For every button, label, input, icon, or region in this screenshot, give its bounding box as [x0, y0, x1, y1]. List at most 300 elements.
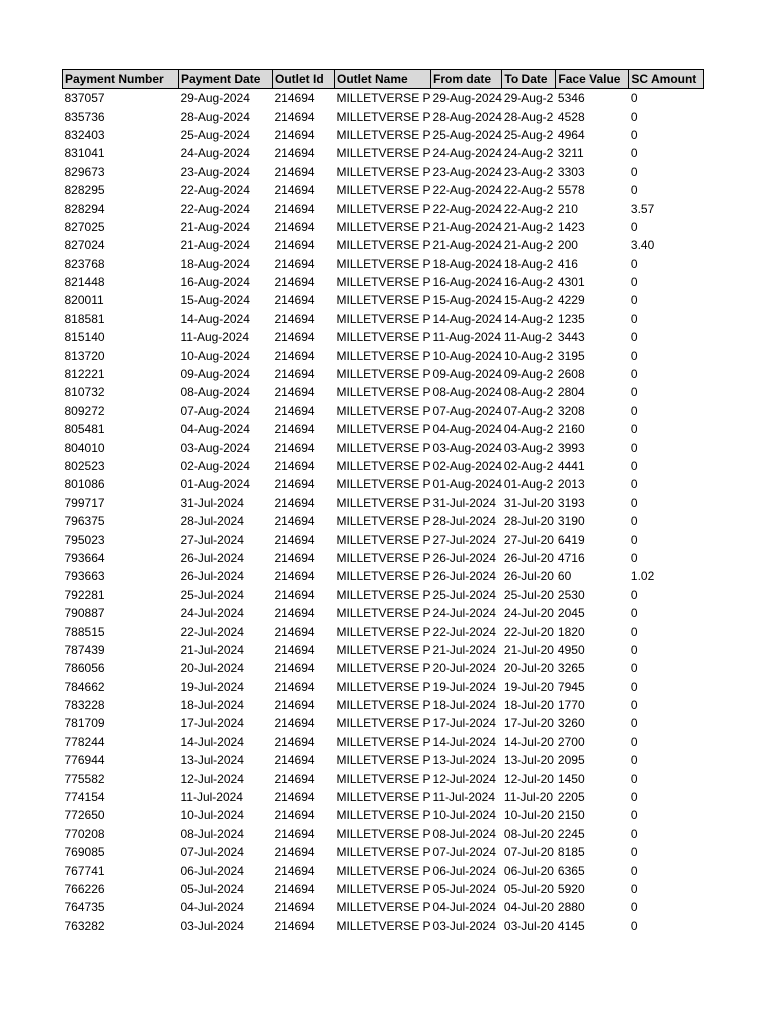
sc-amount-cell: 0 — [630, 348, 638, 363]
outlet-id-cell: 214694 — [274, 459, 315, 473]
to-date-cell: 21-Aug-2 — [503, 219, 554, 234]
outlet-name-cell: MILLETVERSE P — [336, 826, 431, 841]
outlet-id-cell: 214694 — [274, 624, 315, 639]
face-value-cell: 2245 — [557, 826, 585, 841]
table-row — [63, 199, 704, 217]
sc-amount-cell: 0 — [630, 311, 638, 326]
table-row — [63, 383, 704, 401]
outlet-name-cell: MILLETVERSE P — [336, 734, 431, 749]
outlet-name-cell: MILLETVERSE P — [336, 385, 431, 400]
table-row — [63, 236, 704, 254]
payment-date-cell: 28-Aug-2024 — [180, 109, 250, 124]
from-date-cell: 27-Jul-2024 — [432, 532, 496, 547]
from-date-cell: 13-Jul-2024 — [432, 753, 496, 768]
outlet-name-cell: MILLETVERSE P — [336, 771, 431, 786]
to-date-cell: 12-Jul-20 — [503, 771, 554, 786]
face-value-cell: 1450 — [557, 771, 585, 786]
outlet-name-cell: MILLETVERSE P — [336, 183, 431, 198]
payment-date-cell: 18-Jul-2024 — [180, 698, 244, 713]
face-value-cell: 3190 — [557, 514, 585, 529]
payment-number-cell: 793663 — [64, 569, 105, 584]
table-row — [63, 917, 704, 935]
face-value-cell: 8185 — [557, 845, 585, 860]
sc-amount-cell: 0 — [630, 808, 638, 823]
from-date-cell: 24-Aug-2024 — [432, 146, 502, 161]
face-value-cell: 4145 — [557, 918, 585, 933]
from-date-cell: 26-Jul-2024 — [432, 550, 496, 565]
payment-date-cell: 14-Jul-2024 — [180, 734, 244, 749]
payments-table — [62, 69, 704, 935]
payment-date-cell: 07-Jul-2024 — [180, 845, 244, 860]
from-date-cell: 24-Jul-2024 — [432, 606, 496, 621]
table-row — [63, 457, 704, 475]
payment-date-cell: 04-Jul-2024 — [180, 900, 244, 915]
sc-amount-cell: 0 — [630, 477, 638, 492]
sc-amount-cell: 0 — [630, 422, 638, 437]
payment-number-cell: 792281 — [64, 587, 105, 602]
payment-number-cell: 827024 — [64, 238, 105, 253]
sc-amount-cell: 0 — [630, 642, 638, 657]
header-to-date: To Date — [502, 70, 556, 89]
from-date-cell: 21-Aug-2024 — [432, 219, 502, 234]
header-face-value: Face Value — [556, 70, 629, 89]
from-date-cell: 07-Aug-2024 — [432, 403, 502, 418]
outlet-id-cell: 214694 — [274, 440, 315, 455]
from-date-cell: 04-Jul-2024 — [432, 900, 496, 915]
payment-number-cell: 820011 — [64, 293, 104, 308]
outlet-name-cell: MILLETVERSE P — [336, 127, 431, 142]
outlet-name-cell: MILLETVERSE P — [336, 403, 431, 418]
face-value-cell: 2013 — [557, 477, 585, 492]
payment-number-cell: 828294 — [64, 201, 105, 216]
sc-amount-cell: 0 — [630, 495, 638, 510]
table-row — [63, 549, 704, 567]
table-row — [63, 512, 704, 530]
payment-date-cell: 08-Jul-2024 — [180, 826, 244, 841]
outlet-name-cell: MILLETVERSE P — [336, 422, 431, 437]
payment-date-cell: 21-Aug-2024 — [180, 238, 250, 253]
header-from-date: From date — [431, 70, 502, 89]
to-date-cell: 25-Aug-2 — [503, 127, 554, 142]
outlet-id-cell: 214694 — [274, 183, 315, 198]
payment-date-cell: 10-Jul-2024 — [180, 808, 244, 823]
outlet-id-cell: 214694 — [274, 900, 315, 915]
from-date-cell: 14-Jul-2024 — [432, 734, 496, 749]
from-date-cell: 25-Aug-2024 — [432, 127, 502, 142]
sc-amount-cell: 0 — [630, 183, 638, 198]
sc-amount-cell: 0 — [630, 127, 638, 142]
payment-date-cell: 28-Jul-2024 — [180, 514, 244, 529]
to-date-cell: 06-Jul-20 — [503, 863, 554, 878]
from-date-cell: 08-Jul-2024 — [432, 826, 496, 841]
table-row — [63, 126, 704, 144]
to-date-cell: 02-Aug-2 — [503, 459, 554, 473]
outlet-name-cell: MILLETVERSE P — [336, 716, 431, 731]
outlet-name-cell: MILLETVERSE P — [336, 311, 431, 326]
to-date-cell: 10-Jul-20 — [503, 808, 554, 823]
outlet-id-cell: 214694 — [274, 863, 315, 878]
outlet-id-cell: 214694 — [274, 918, 315, 933]
table-row — [63, 586, 704, 604]
header-outlet-id: Outlet Id — [273, 70, 335, 89]
outlet-id-cell: 214694 — [274, 606, 315, 621]
sc-amount-cell: 0 — [630, 587, 638, 602]
sc-amount-cell: 0 — [630, 403, 638, 418]
outlet-id-cell: 214694 — [274, 422, 315, 437]
face-value-cell: 5920 — [557, 881, 585, 896]
spreadsheet — [62, 69, 704, 935]
face-value-cell: 3265 — [557, 661, 585, 676]
header-row — [63, 70, 704, 89]
sc-amount-cell: 0 — [630, 771, 638, 786]
payment-number-cell: 828295 — [64, 183, 105, 198]
payment-date-cell: 22-Aug-2024 — [180, 183, 250, 198]
face-value-cell: 5578 — [557, 183, 585, 198]
payment-number-cell: 831041 — [64, 146, 105, 161]
payment-date-cell: 01-Aug-2024 — [180, 477, 250, 492]
payment-number-cell: 810732 — [64, 385, 105, 400]
payment-date-cell: 26-Jul-2024 — [180, 550, 244, 565]
outlet-id-cell: 214694 — [274, 679, 315, 694]
to-date-cell: 22-Aug-2 — [503, 183, 554, 198]
payment-date-cell: 11-Aug-2024 — [180, 330, 249, 345]
payment-date-cell: 03-Jul-2024 — [180, 918, 244, 933]
from-date-cell: 19-Jul-2024 — [432, 679, 496, 694]
table-row — [63, 273, 704, 291]
sc-amount-cell: 0 — [630, 900, 638, 915]
payment-date-cell: 04-Aug-2024 — [180, 422, 250, 437]
to-date-cell: 07-Jul-20 — [503, 845, 554, 860]
to-date-cell: 14-Jul-20 — [503, 734, 554, 749]
outlet-name-cell: MILLETVERSE P — [336, 679, 431, 694]
face-value-cell: 60 — [557, 569, 572, 584]
outlet-id-cell: 214694 — [274, 127, 315, 142]
table-row — [63, 769, 704, 787]
to-date-cell: 31-Jul-20 — [503, 495, 554, 510]
from-date-cell: 15-Aug-2024 — [432, 293, 502, 308]
outlet-id-cell: 214694 — [274, 734, 315, 749]
to-date-cell: 10-Aug-2 — [503, 348, 554, 363]
sc-amount-cell: 0 — [630, 881, 638, 896]
payment-number-cell: 818581 — [64, 311, 105, 326]
payment-date-cell: 23-Aug-2024 — [180, 164, 250, 179]
outlet-name-cell: MILLETVERSE P — [336, 624, 431, 639]
face-value-cell: 4229 — [557, 293, 585, 308]
table-row — [63, 402, 704, 420]
payment-number-cell: 809272 — [64, 403, 105, 418]
payment-date-cell: 17-Jul-2024 — [180, 716, 244, 731]
payment-date-cell: 22-Aug-2024 — [180, 201, 250, 216]
payment-date-cell: 06-Jul-2024 — [180, 863, 244, 878]
outlet-id-cell: 214694 — [274, 238, 315, 253]
outlet-id-cell: 214694 — [274, 569, 315, 584]
table-row — [63, 89, 704, 108]
outlet-id-cell: 214694 — [274, 790, 315, 805]
table-row — [63, 806, 704, 824]
table-row — [63, 604, 704, 622]
sc-amount-cell: 0 — [630, 293, 638, 308]
payment-number-cell: 776944 — [64, 753, 105, 768]
sc-amount-cell: 3.40 — [630, 238, 655, 253]
sc-amount-cell: 0 — [630, 532, 638, 547]
to-date-cell: 19-Jul-20 — [503, 679, 554, 694]
from-date-cell: 10-Aug-2024 — [432, 348, 502, 363]
outlet-name-cell: MILLETVERSE P — [336, 569, 431, 584]
outlet-id-cell: 214694 — [274, 109, 315, 124]
payment-number-cell: 772650 — [64, 808, 105, 823]
payment-number-cell: 788515 — [64, 624, 105, 639]
sc-amount-cell: 0 — [630, 514, 638, 529]
outlet-id-cell: 214694 — [274, 219, 315, 234]
header-outlet-name: Outlet Name — [335, 70, 431, 89]
sc-amount-cell: 0 — [630, 109, 638, 124]
from-date-cell: 26-Jul-2024 — [432, 569, 496, 584]
payment-number-cell: 802523 — [64, 459, 105, 473]
to-date-cell: 24-Jul-20 — [503, 606, 554, 621]
face-value-cell: 1235 — [557, 311, 585, 326]
outlet-id-cell: 214694 — [274, 514, 315, 529]
from-date-cell: 22-Aug-2024 — [432, 201, 502, 216]
outlet-id-cell: 214694 — [274, 403, 315, 418]
table-row — [63, 843, 704, 861]
outlet-id-cell: 214694 — [274, 587, 315, 602]
payment-number-cell: 784662 — [64, 679, 105, 694]
table-row — [63, 567, 704, 585]
to-date-cell: 28-Jul-20 — [503, 514, 554, 529]
table-row — [63, 438, 704, 456]
table-row — [63, 346, 704, 364]
outlet-name-cell: MILLETVERSE P — [336, 881, 431, 896]
to-date-cell: 08-Aug-2 — [503, 385, 554, 400]
sc-amount-cell: 0 — [630, 753, 638, 768]
payment-date-cell: 15-Aug-2024 — [180, 293, 250, 308]
table-row — [63, 622, 704, 640]
payment-number-cell: 763282 — [64, 918, 105, 933]
from-date-cell: 21-Jul-2024 — [432, 642, 496, 657]
table-row — [63, 733, 704, 751]
outlet-id-cell: 214694 — [274, 201, 315, 216]
table-row — [63, 696, 704, 714]
payment-number-cell: 775582 — [64, 771, 105, 786]
sc-amount-cell: 0 — [630, 440, 638, 455]
outlet-name-cell: MILLETVERSE P — [336, 514, 431, 529]
table-row — [63, 181, 704, 199]
to-date-cell: 08-Jul-20 — [503, 826, 554, 841]
from-date-cell: 10-Jul-2024 — [432, 808, 496, 823]
payment-date-cell: 11-Jul-2024 — [180, 790, 243, 805]
outlet-id-cell: 214694 — [274, 826, 315, 841]
face-value-cell: 1770 — [557, 698, 585, 713]
outlet-id-cell: 214694 — [274, 550, 315, 565]
sc-amount-cell: 0 — [630, 734, 638, 749]
payment-number-cell: 767741 — [64, 863, 105, 878]
payment-number-cell: 835736 — [64, 109, 105, 124]
from-date-cell: 11-Jul-2024 — [432, 790, 496, 805]
outlet-id-cell: 214694 — [274, 716, 315, 731]
to-date-cell: 29-Aug-2 — [503, 91, 554, 106]
from-date-cell: 06-Jul-2024 — [432, 863, 496, 878]
outlet-name-cell: MILLETVERSE P — [336, 661, 431, 676]
to-date-cell: 18-Jul-20 — [503, 698, 554, 713]
payment-date-cell: 02-Aug-2024 — [180, 459, 250, 473]
outlet-id-cell: 214694 — [274, 495, 315, 510]
outlet-name-cell: MILLETVERSE P — [336, 790, 431, 805]
sc-amount-cell: 0 — [630, 256, 638, 271]
from-date-cell: 21-Aug-2024 — [432, 238, 502, 253]
outlet-name-cell: MILLETVERSE P — [336, 275, 431, 290]
payment-date-cell: 20-Jul-2024 — [180, 661, 244, 676]
table-row — [63, 825, 704, 843]
to-date-cell: 05-Jul-20 — [503, 881, 554, 896]
table-row — [63, 291, 704, 309]
face-value-cell: 210 — [557, 201, 578, 216]
header-payment-number: Payment Number — [63, 70, 179, 89]
to-date-cell: 18-Aug-2 — [503, 256, 554, 271]
to-date-cell: 14-Aug-2 — [503, 311, 554, 326]
outlet-name-cell: MILLETVERSE P — [336, 164, 431, 179]
face-value-cell: 4301 — [557, 275, 585, 290]
payment-number-cell: 790887 — [64, 606, 105, 621]
outlet-name-cell: MILLETVERSE P — [336, 367, 431, 382]
to-date-cell: 13-Jul-20 — [503, 753, 554, 768]
payment-number-cell: 778244 — [64, 734, 105, 749]
payment-number-cell: 774154 — [64, 790, 105, 805]
from-date-cell: 23-Aug-2024 — [432, 164, 502, 179]
outlet-name-cell: MILLETVERSE P — [336, 863, 431, 878]
payment-date-cell: 09-Aug-2024 — [180, 367, 250, 382]
from-date-cell: 16-Aug-2024 — [432, 275, 502, 290]
face-value-cell: 7945 — [557, 679, 585, 694]
face-value-cell: 3993 — [557, 440, 585, 455]
table-row — [63, 365, 704, 383]
face-value-cell: 3193 — [557, 495, 585, 510]
payment-number-cell: 799717 — [64, 495, 105, 510]
to-date-cell: 03-Aug-2 — [503, 440, 554, 455]
to-date-cell: 22-Aug-2 — [503, 201, 554, 216]
from-date-cell: 12-Jul-2024 — [432, 771, 496, 786]
from-date-cell: 14-Aug-2024 — [432, 311, 502, 326]
face-value-cell: 2880 — [557, 900, 585, 915]
table-row — [63, 714, 704, 732]
table-row — [63, 144, 704, 162]
outlet-name-cell: MILLETVERSE P — [336, 845, 431, 860]
payment-date-cell: 10-Aug-2024 — [180, 348, 250, 363]
face-value-cell: 1423 — [557, 219, 585, 234]
from-date-cell: 28-Aug-2024 — [432, 109, 502, 124]
payment-number-cell: 837057 — [64, 91, 105, 106]
face-value-cell: 2530 — [557, 587, 585, 602]
payment-number-cell: 764735 — [64, 900, 105, 915]
face-value-cell: 2700 — [557, 734, 585, 749]
to-date-cell: 28-Aug-2 — [503, 109, 554, 124]
payment-number-cell: 770208 — [64, 826, 105, 841]
outlet-id-cell: 214694 — [274, 698, 315, 713]
payment-date-cell: 14-Aug-2024 — [180, 311, 250, 326]
face-value-cell: 2045 — [557, 606, 585, 621]
from-date-cell: 20-Jul-2024 — [432, 661, 496, 676]
sc-amount-cell: 0 — [630, 459, 638, 473]
from-date-cell: 02-Aug-2024 — [432, 459, 502, 473]
face-value-cell: 416 — [557, 256, 578, 271]
sc-amount-cell: 0 — [630, 606, 638, 621]
outlet-name-cell: MILLETVERSE P — [336, 606, 431, 621]
sc-amount-cell: 0 — [630, 716, 638, 731]
table-row — [63, 310, 704, 328]
outlet-name-cell: MILLETVERSE P — [336, 440, 431, 455]
payment-date-cell: 07-Aug-2024 — [180, 403, 250, 418]
sc-amount-cell: 0 — [630, 219, 638, 234]
to-date-cell: 21-Jul-20 — [503, 642, 554, 657]
payment-number-cell: 795023 — [64, 532, 105, 547]
outlet-name-cell: MILLETVERSE P — [336, 698, 431, 713]
sc-amount-cell: 0 — [630, 385, 638, 400]
sc-amount-cell: 0 — [630, 146, 638, 161]
face-value-cell: 4950 — [557, 642, 585, 657]
outlet-id-cell: 214694 — [274, 661, 315, 676]
table-row — [63, 530, 704, 548]
table-row — [63, 898, 704, 916]
payment-date-cell: 19-Jul-2024 — [180, 679, 244, 694]
face-value-cell: 3260 — [557, 716, 585, 731]
to-date-cell: 26-Jul-20 — [503, 550, 554, 565]
table-row — [63, 107, 704, 125]
sc-amount-cell: 0 — [630, 550, 638, 565]
payment-date-cell: 31-Jul-2024 — [180, 495, 244, 510]
face-value-cell: 4716 — [557, 550, 585, 565]
payment-number-cell: 796375 — [64, 514, 105, 529]
face-value-cell: 2804 — [557, 385, 585, 400]
payment-number-cell: 823768 — [64, 256, 105, 271]
payment-date-cell: 12-Jul-2024 — [180, 771, 244, 786]
outlet-id-cell: 214694 — [274, 845, 315, 860]
face-value-cell: 5346 — [557, 91, 585, 106]
face-value-cell: 3303 — [557, 164, 585, 179]
outlet-name-cell: MILLETVERSE P — [336, 808, 431, 823]
outlet-id-cell: 214694 — [274, 293, 315, 308]
sc-amount-cell: 0 — [630, 679, 638, 694]
table-row — [63, 641, 704, 659]
table-row — [63, 218, 704, 236]
face-value-cell: 3443 — [557, 330, 585, 345]
payment-date-cell: 21-Aug-2024 — [180, 219, 250, 234]
payment-number-cell: 829673 — [64, 164, 105, 179]
payment-date-cell: 18-Aug-2024 — [180, 256, 250, 271]
to-date-cell: 07-Aug-2 — [503, 403, 554, 418]
sc-amount-cell: 0 — [630, 367, 638, 382]
header-payment-date: Payment Date — [179, 70, 273, 89]
table-row — [63, 163, 704, 181]
to-date-cell: 15-Aug-2 — [503, 293, 554, 308]
face-value-cell: 3208 — [557, 403, 585, 418]
payment-number-cell: 801086 — [64, 477, 105, 492]
payment-date-cell: 03-Aug-2024 — [180, 440, 250, 455]
outlet-name-cell: MILLETVERSE P — [336, 900, 431, 915]
outlet-id-cell: 214694 — [274, 146, 315, 161]
table-row — [63, 788, 704, 806]
from-date-cell: 11-Aug-2024 — [432, 330, 502, 345]
face-value-cell: 3211 — [557, 146, 584, 161]
outlet-id-cell: 214694 — [274, 275, 315, 290]
sc-amount-cell: 0 — [630, 826, 638, 841]
outlet-name-cell: MILLETVERSE P — [336, 753, 431, 768]
header-sc-amount: SC Amount — [629, 70, 704, 89]
outlet-id-cell: 214694 — [274, 477, 315, 492]
outlet-name-cell: MILLETVERSE P — [336, 256, 431, 271]
outlet-id-cell: 214694 — [274, 753, 315, 768]
outlet-id-cell: 214694 — [274, 881, 315, 896]
outlet-id-cell: 214694 — [274, 256, 315, 271]
to-date-cell: 22-Jul-20 — [503, 624, 554, 639]
